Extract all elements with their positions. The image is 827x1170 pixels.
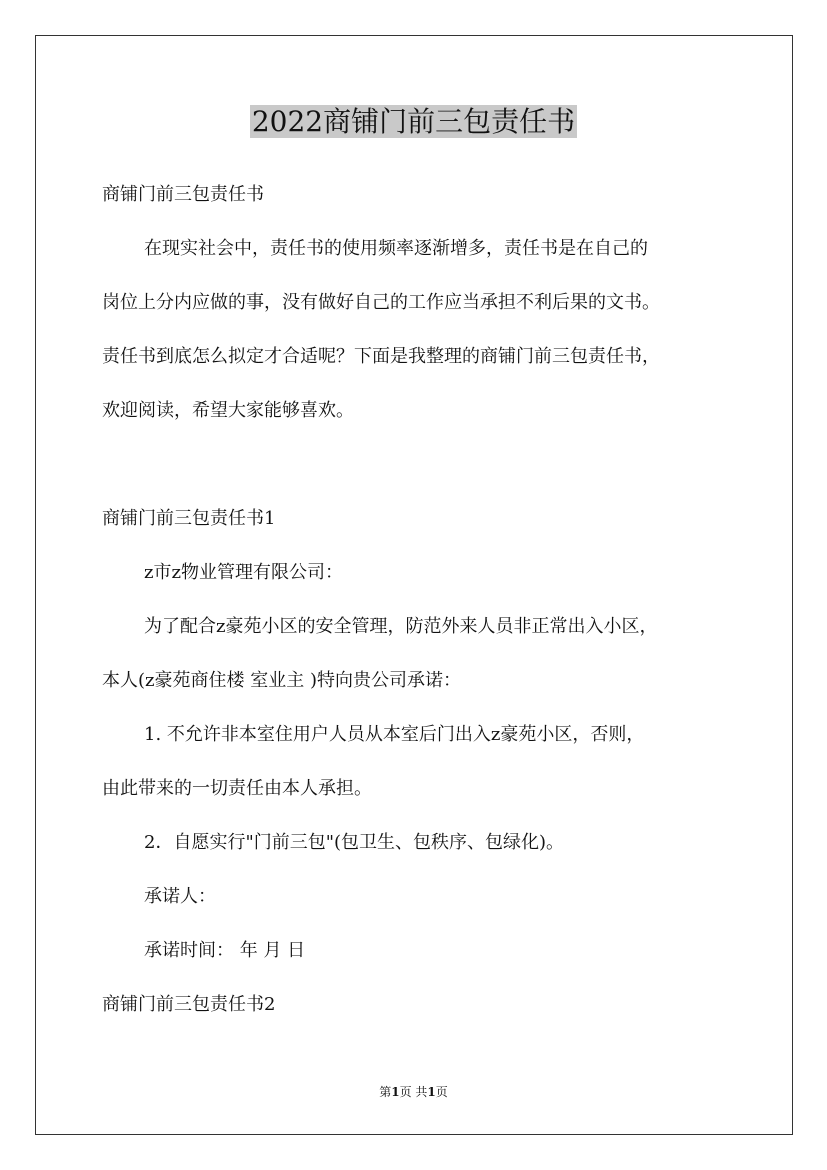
page-footer — [0, 1082, 827, 1102]
paragraph-line: 岗位上分内应做的事，没有做好自己的工作应当承担不利后果的文书。 — [102, 292, 660, 313]
paragraph-line: 本人(z豪苑商住楼 室业主 )特向贵公司承诺： — [102, 670, 461, 691]
blank-line — [102, 438, 742, 492]
paragraph-line: 在现实社会中，责任书的使用频率逐渐增多，责任书是在自己的 — [144, 238, 648, 259]
document-title-text: 2022商铺门前三包责任书 — [251, 105, 576, 138]
page-current: 1 — [391, 1085, 400, 1099]
clause-1-line: 1. 不允许非本室住用户人员从本室后门出入z豪苑小区，否则， — [144, 724, 645, 745]
clause-2-line: 2．自愿实行"门前三包"(包卫生、包秩序、包绿化)。 — [144, 832, 565, 853]
page-total: 1 — [427, 1085, 436, 1099]
clause-1-line: 由此带来的一切责任由本人承担。 — [102, 778, 372, 799]
page-prefix: 第 — [379, 1085, 392, 1099]
section-heading-2: 商铺门前三包责任书2 — [102, 994, 276, 1015]
signatory-line: 承诺人： — [144, 886, 216, 907]
page-suffix: 页 — [435, 1085, 448, 1099]
page-mid: 页 共 — [399, 1085, 428, 1099]
section-heading-1: 商铺门前三包责任书1 — [102, 508, 276, 529]
addressee-line: z市z物业管理有限公司： — [144, 562, 343, 583]
paragraph-line: 欢迎阅读，希望大家能够喜欢。 — [102, 400, 354, 421]
document-title — [0, 100, 827, 144]
section-heading-intro: 商铺门前三包责任书 — [102, 184, 264, 205]
paragraph-line: 为了配合z豪苑小区的安全管理，防范外来人员非正常出入小区， — [144, 616, 658, 637]
paragraph-line: 责任书到底怎么拟定才合适呢？下面是我整理的商铺门前三包责任书， — [102, 346, 660, 367]
document-body — [102, 168, 742, 1032]
date-line: 承诺时间： 年 月 日 — [144, 940, 306, 961]
